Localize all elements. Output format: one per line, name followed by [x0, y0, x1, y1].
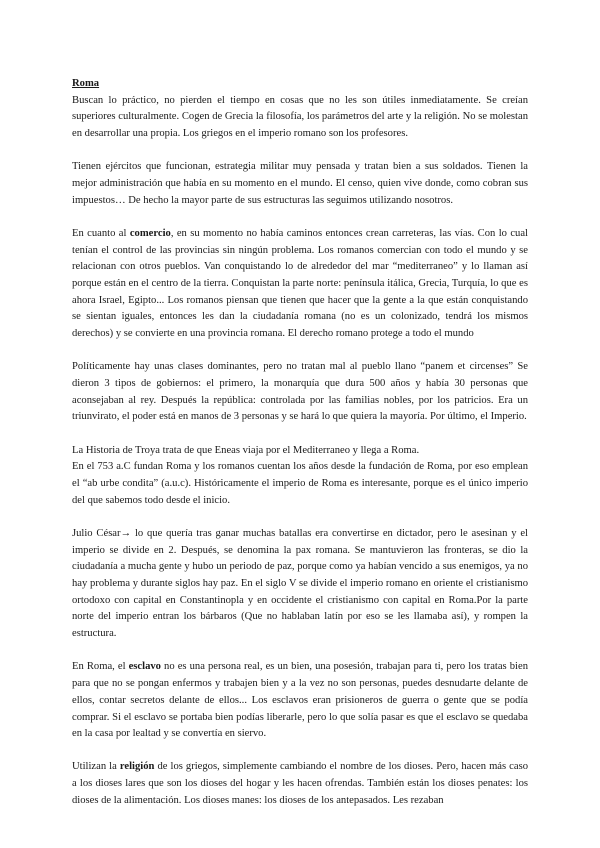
paragraph-religion: [72, 759, 528, 809]
paragraph-politics: Políticamente hay unas clases dominantes, pero no tratan mal al pueblo llano “panem et circenses” Se dieron 3 tipos de gobiernos: el primero, la monarquía que dura 500 años y había 30 personas que aconsejaban al rey. Después la república: controlada por las familias nobles, por los patricios. Era un triunvirato, el poder está en manos de 3 personas y se hará lo que quiera la mayoría. Por último, el Imperio.: [72, 361, 528, 423]
paragraph-culture: Buscan lo práctico, no pierden el tiempo en cosas que no les son útiles inmediatamente. Se creían superiores culturalmente. Cogen de Grecia la filosofía, los parámetros del arte y la religión. No se molestan en desarrollar una propia. Los griegos en el imperio romano son los profesores.: [72, 94, 528, 140]
paragraph-troy: La Historia de Troya trata de que Eneas viaja por el Mediterraneo y llega a Roma.: [72, 444, 420, 456]
paragraph-founding: En el 753 a.C fundan Roma y los romanos cuentan los años desde la fundación de Roma, por eso emplean el “ab urbe condita” (a.u.c). Históricamente el imperio de Roma es interesante, porque es el único imperio del que sabemos todo desde el inicio.: [72, 461, 528, 506]
commerce-post: , en su momento no había caminos entonces crean carreteras, las vías. Con lo cual tenían el control de las provincias sin ningún problema. Los romanos comercian con todo el mundo y se relacionan con otros pueblos. Van conquistando lo de alrededor del mar “mediterraneo” y lo llaman así porque están en el centro de la tierra. Conquistan la parte norte: península itálica, Grecia, Turquía, lo que es ahora Israel, Egipto... Los romanos piensan que tienen que hacer que la gente a la que están conquistando se sientan iguales, entonces les dan la ciudadanía romana (no es un colonizado, tendrá los mismos derechos) y se convierte en una provincia romana. El derecho romano protege a todo el mundo: [72, 227, 528, 340]
slaves-post: no es una persona real, es un bien, una posesión, trabajan para ti, pero los tratas bien para que no se pongan enfermos y trabajen bien y a la vez no son personas, puedes desnudarte delante de ellos, contar secretos delante de ellos... Los esclavos eran prisioneros de guerra o gente que se podía comprar. Si el esclavo se portaba bien podías liberarle, pero lo que solía pasar es que el esclavo se quedaba en la casa por lealtad y se convertía en siervo.: [72, 661, 528, 740]
religion-post: de los griegos, simplemente cambiando el nombre de los dioses. Pero, hacen más caso a los dioses lares que son los dioses del hogar y les hacen ofrendas. También están los dioses penates: los dioses de la alimentación. Los dioses manes: los dioses de los antepasados. Les rezaban: [72, 761, 528, 806]
slaves-pre: En Roma, el: [72, 661, 129, 673]
paragraph-commerce: [72, 226, 528, 343]
religion-keyword: religión: [119, 761, 155, 773]
document-title: Roma: [72, 78, 100, 89]
paragraph-slaves: [72, 659, 528, 743]
slaves-keyword: esclavo: [128, 661, 161, 673]
paragraph-julius-caesar: Julio César→ lo que quería tras ganar muchas batallas era convertirse en dictador, pero le asesinan y el imperio se divide en 2. Después, se denomina la pax romana. Se mantuvieron las fronteras, se dio la ciudadanía a mucha gente y hubo un periodo de paz, porque como ya habían vencido a sus enemigos, ya no hay problema y durante siglos hay paz. En el siglo V se divide el imperio romano en oriente el cristianismo ortodoxo con capital en Constantinopla y en occidente el cristianismo con capital en Roma.Por la parte norte del imperio entran los bárbaros (Que no hablaban latín por eso se les llamaba así), y rompen la estructura.: [72, 527, 528, 640]
commerce-pre: En cuanto al: [72, 227, 130, 239]
commerce-keyword: comercio: [129, 227, 171, 239]
religion-pre: Utilizan la: [72, 761, 120, 773]
paragraph-army: Tienen ejércitos que funcionan, estrategia militar muy pensada y tratan bien a sus soldados. Tienen la mejor administración que había en su momento en el mundo. El censo, quien vive donde, como cobran sus impuestos… De hecho la mayor parte de sus estructuras las seguimos utilizando nosotros.: [72, 161, 528, 206]
document-page: [72, 76, 528, 826]
